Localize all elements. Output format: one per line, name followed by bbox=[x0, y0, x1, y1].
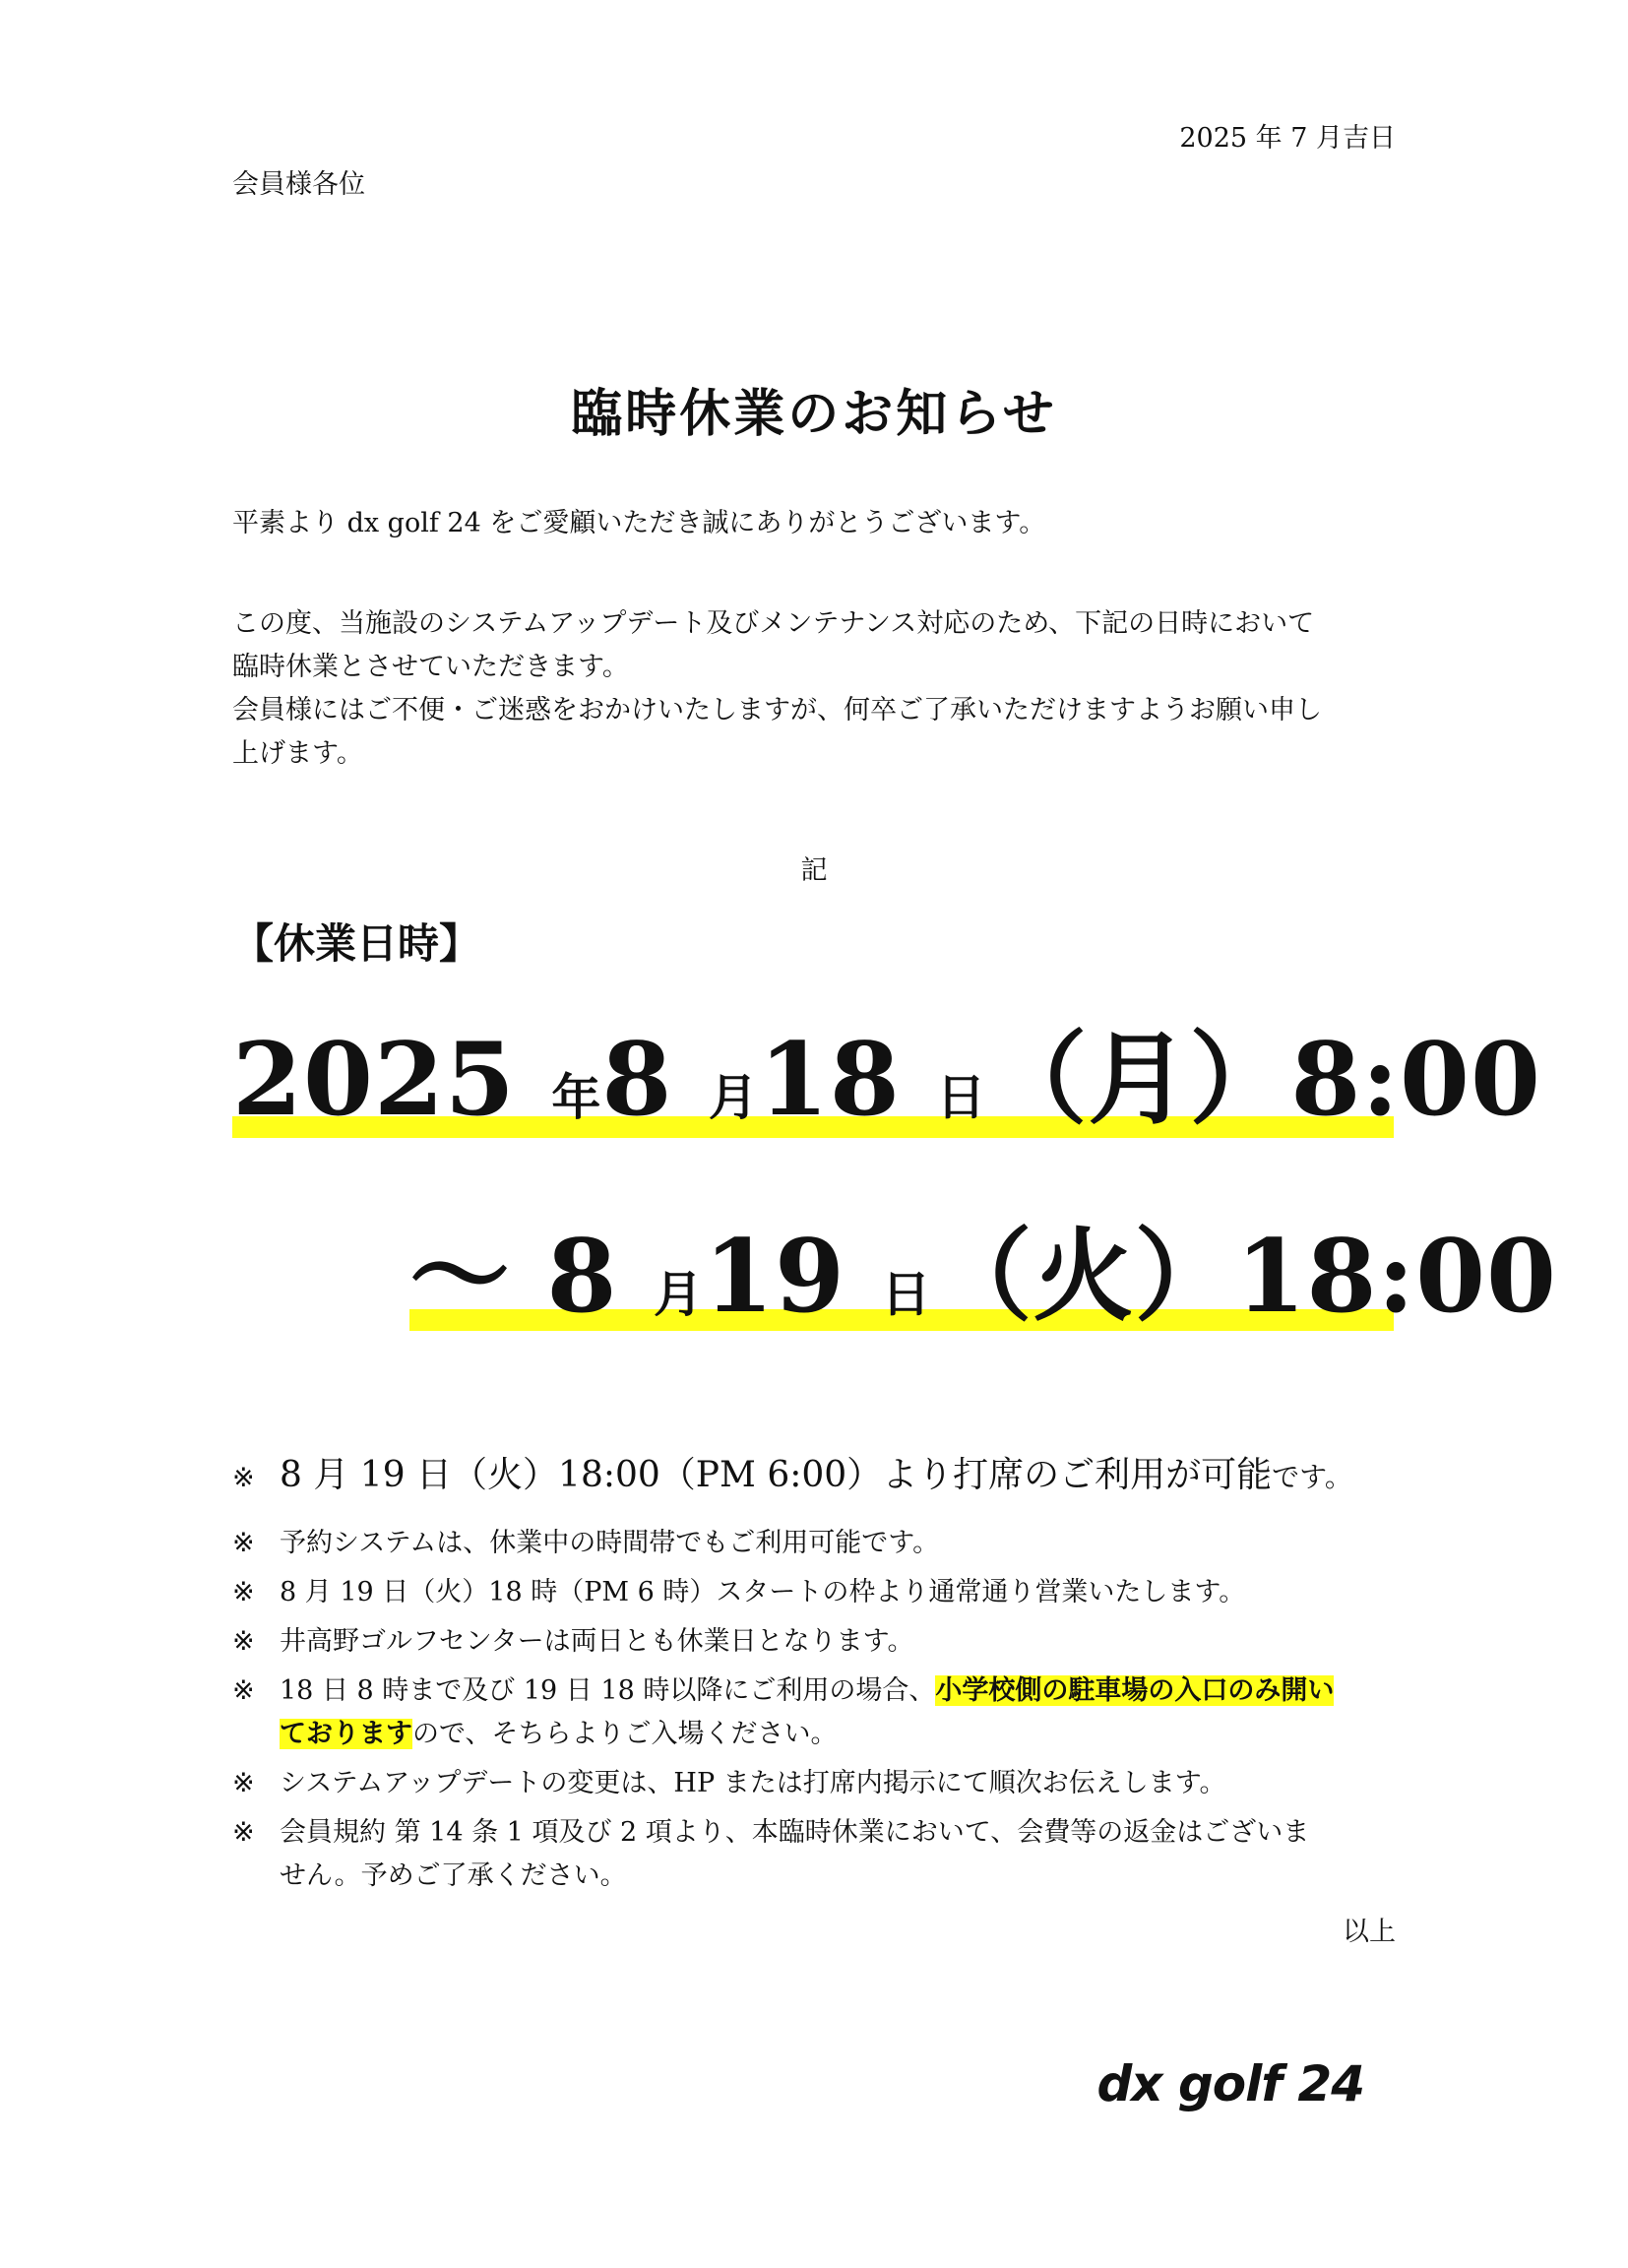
note-mark: ※ bbox=[232, 1577, 255, 1607]
intro-line: 上げます。 bbox=[232, 738, 363, 769]
note-item-continuation bbox=[232, 1713, 1334, 1756]
end-month: 8 bbox=[546, 1218, 618, 1336]
note-text: 8 月 19 日（火）18 時（PM 6 時）スタートの枠より通常通り営業いたします。 bbox=[280, 1577, 1246, 1607]
note-item bbox=[232, 1620, 1334, 1664]
note-mark: ※ bbox=[232, 1463, 255, 1493]
note-text: システムアップデートの変更は、HP または打席内掲示にて順次お伝えします。 bbox=[280, 1768, 1226, 1798]
addressee: 会員様各位 bbox=[232, 169, 365, 200]
start-day-unit: 日 bbox=[936, 1068, 987, 1126]
refund-note-line: 会員規約 第 14 条 1 項及び 2 項より、本臨時休業において、会費等の返金はございま bbox=[280, 1817, 1310, 1848]
record-mark: 記 bbox=[800, 855, 828, 886]
closure-heading: 【休業日時】 bbox=[232, 919, 481, 968]
closure-start bbox=[232, 1021, 1541, 1139]
end-day: 19 bbox=[704, 1218, 845, 1336]
note-item-continuation bbox=[232, 1855, 1334, 1898]
note-text: 予約システムは、休業中の時間帯でもご利用可能です。 bbox=[280, 1528, 940, 1558]
intro-paragraph bbox=[232, 602, 1322, 776]
closure-end bbox=[409, 1218, 1558, 1336]
reopen-note bbox=[232, 1447, 1352, 1497]
note-item bbox=[232, 1571, 1334, 1614]
refund-note-line: せん。予めご了承ください。 bbox=[280, 1860, 627, 1891]
document-date: 2025 年 7 月吉日 bbox=[1179, 123, 1396, 154]
document-title: 臨時休業のお知らせ bbox=[571, 384, 1057, 444]
start-weekday: （月） bbox=[986, 1021, 1291, 1139]
parking-note-highlight: ております bbox=[280, 1719, 412, 1749]
note-mark: ※ bbox=[232, 1528, 255, 1558]
start-year: 2025 bbox=[232, 1021, 516, 1139]
end-day-unit: 日 bbox=[881, 1265, 932, 1323]
reopen-note-text: 8 月 19 日（火）18:00（PM 6:00）より打席のご利用が可能 bbox=[280, 1455, 1273, 1495]
start-month-unit: 月 bbox=[708, 1068, 759, 1126]
end-month-unit: 月 bbox=[654, 1265, 705, 1323]
closing-mark: 以上 bbox=[1343, 1917, 1396, 1947]
start-day: 18 bbox=[758, 1021, 901, 1139]
note-mark: ※ bbox=[232, 1626, 255, 1657]
note-item-parking bbox=[232, 1670, 1334, 1713]
dx-golf-logo: dx golf 24 bbox=[1096, 2055, 1364, 2112]
reopen-note-tail: です。 bbox=[1272, 1461, 1352, 1493]
note-mark: ※ bbox=[232, 1675, 255, 1706]
note-mark: ※ bbox=[232, 1817, 255, 1848]
end-prefix: ～ bbox=[409, 1218, 511, 1336]
note-mark: ※ bbox=[232, 1768, 255, 1798]
intro-line: この度、当施設のシステムアップデート及びメンテナンス対応のため、下記の日時において bbox=[232, 608, 1315, 639]
intro-line: 臨時休業とさせていただきます。 bbox=[232, 652, 629, 682]
notes-list bbox=[232, 1522, 1334, 1898]
start-month: 8 bbox=[601, 1021, 673, 1139]
greeting-paragraph: 平素より dx golf 24 をご愛顧いただき誠にありがとうございます。 bbox=[232, 508, 1046, 538]
parking-note-pre: 18 日 8 時まで及び 19 日 18 時以降にご利用の場合、 bbox=[280, 1675, 936, 1706]
note-item bbox=[232, 1762, 1334, 1805]
parking-note-post: ので、そちらよりご入場ください。 bbox=[412, 1719, 838, 1749]
start-year-unit: 年 bbox=[551, 1068, 602, 1126]
end-weekday: （火） bbox=[931, 1218, 1236, 1336]
note-text: 井高野ゴルフセンターは両日とも休業日となります。 bbox=[280, 1626, 914, 1657]
intro-line: 会員様にはご不便・ご迷惑をおかけいたしますが、何卒ご了承いただけますようお願い申し bbox=[232, 695, 1322, 725]
parking-note-highlight: 小学校側の駐車場の入口のみ開い bbox=[935, 1675, 1335, 1706]
end-time: 18:00 bbox=[1235, 1218, 1558, 1336]
start-time: 8:00 bbox=[1290, 1021, 1541, 1139]
note-item bbox=[232, 1522, 1334, 1565]
note-item bbox=[232, 1811, 1334, 1855]
